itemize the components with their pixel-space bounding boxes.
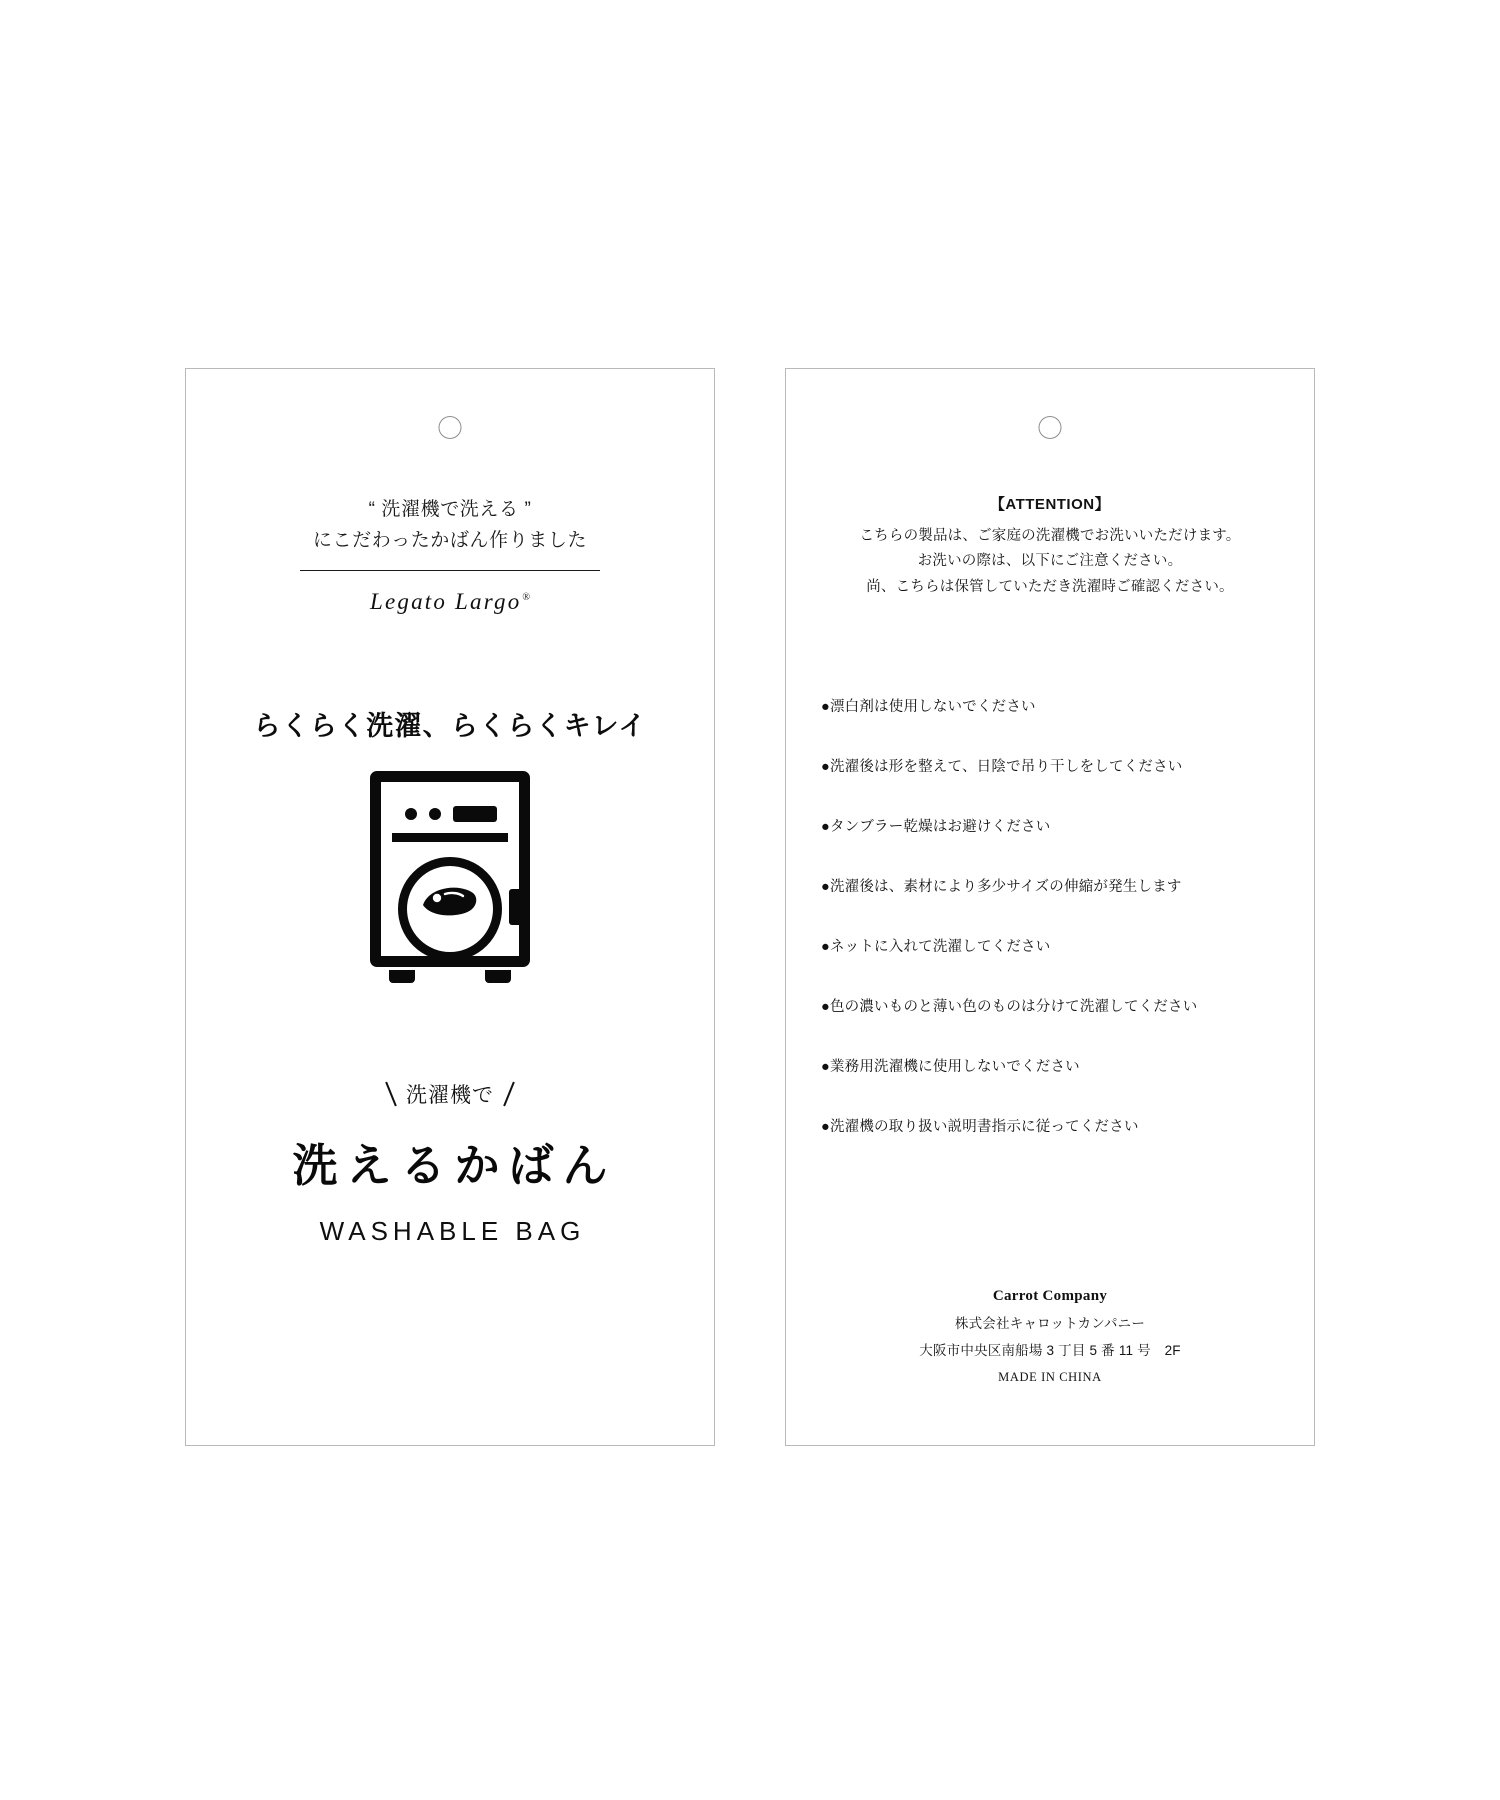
company-address: 大阪市中央区南船場 3 丁目 5 番 11 号 2F <box>919 1343 1181 1358</box>
attention-paragraph <box>859 524 1240 600</box>
list-item: ●タンブラー乾燥はお避けください <box>821 819 1051 836</box>
attention-heading: 【ATTENTION】 <box>989 496 1111 513</box>
attention-line: 尚、こちらは保管していただき洗濯時ご確認ください。 <box>866 578 1234 595</box>
washing-machine-icon <box>361 771 539 983</box>
front-sub-banner-text: 洗濯機で <box>406 1084 494 1108</box>
list-item: ●洗濯後は形を整えて、日陰で吊り干しをしてください <box>821 759 1183 776</box>
washing-machine-water-swirl-icon <box>419 881 481 921</box>
washing-machine-panel-divider <box>392 833 508 842</box>
front-sub-banner <box>390 1079 510 1109</box>
washing-machine-detergent-slot-icon <box>453 806 497 822</box>
washing-machine-knob-icon <box>429 808 441 820</box>
front-english-title: WASHABLE BAG <box>319 1216 586 1247</box>
list-item: ●色の濃いものと薄い色のものは分けて洗濯してください <box>821 999 1198 1016</box>
made-in-label: MADE IN CHINA <box>998 1370 1102 1384</box>
washing-machine-knob-icon <box>405 808 417 820</box>
list-item: ●洗濯機の取り扱い説明書指示に従ってください <box>821 1119 1139 1136</box>
brand-logo <box>370 589 530 615</box>
front-big-title: 洗えるかばん <box>292 1140 617 1192</box>
front-tagline <box>313 495 587 557</box>
company-name-en: Carrot Company <box>992 1288 1108 1304</box>
attention-line: こちらの製品は、ご家庭の洗濯機でお洗いいただけます。 <box>859 528 1241 544</box>
slash-right-icon <box>503 1082 515 1107</box>
hangtag-front <box>185 368 715 1446</box>
company-name-jp: 株式会社キャロットカンパニー <box>954 1316 1146 1331</box>
washing-machine-door-handle-icon <box>509 889 523 925</box>
washing-machine-foot-icon <box>485 970 511 983</box>
hangtag-back <box>785 368 1315 1446</box>
slash-left-icon <box>385 1082 397 1107</box>
care-instruction-list <box>786 695 1314 1136</box>
registered-mark-icon: ® <box>522 592 531 604</box>
list-item: ●漂白剤は使用しないでください <box>821 699 1036 716</box>
washing-machine-foot-icon <box>389 970 415 983</box>
attention-line: お洗いの際は、以下にご注意ください。 <box>917 553 1183 570</box>
front-headline: らくらく洗濯、らくらくキレイ <box>253 711 647 742</box>
front-tagline-line1: “ 洗濯機で洗える ” <box>368 499 532 520</box>
divider-rule <box>300 570 600 572</box>
list-item: ●業務用洗濯機に使用しないでください <box>821 1059 1080 1076</box>
list-item: ●ネットに入れて洗濯してください <box>821 939 1051 956</box>
front-tagline-line2: にこだわったかばん作りました <box>312 529 588 551</box>
list-item: ●洗濯後は、素材により多少サイズの伸縮が発生します <box>821 879 1182 896</box>
company-block <box>786 1288 1314 1385</box>
brand-logo-text: Legato Largo <box>369 589 522 615</box>
